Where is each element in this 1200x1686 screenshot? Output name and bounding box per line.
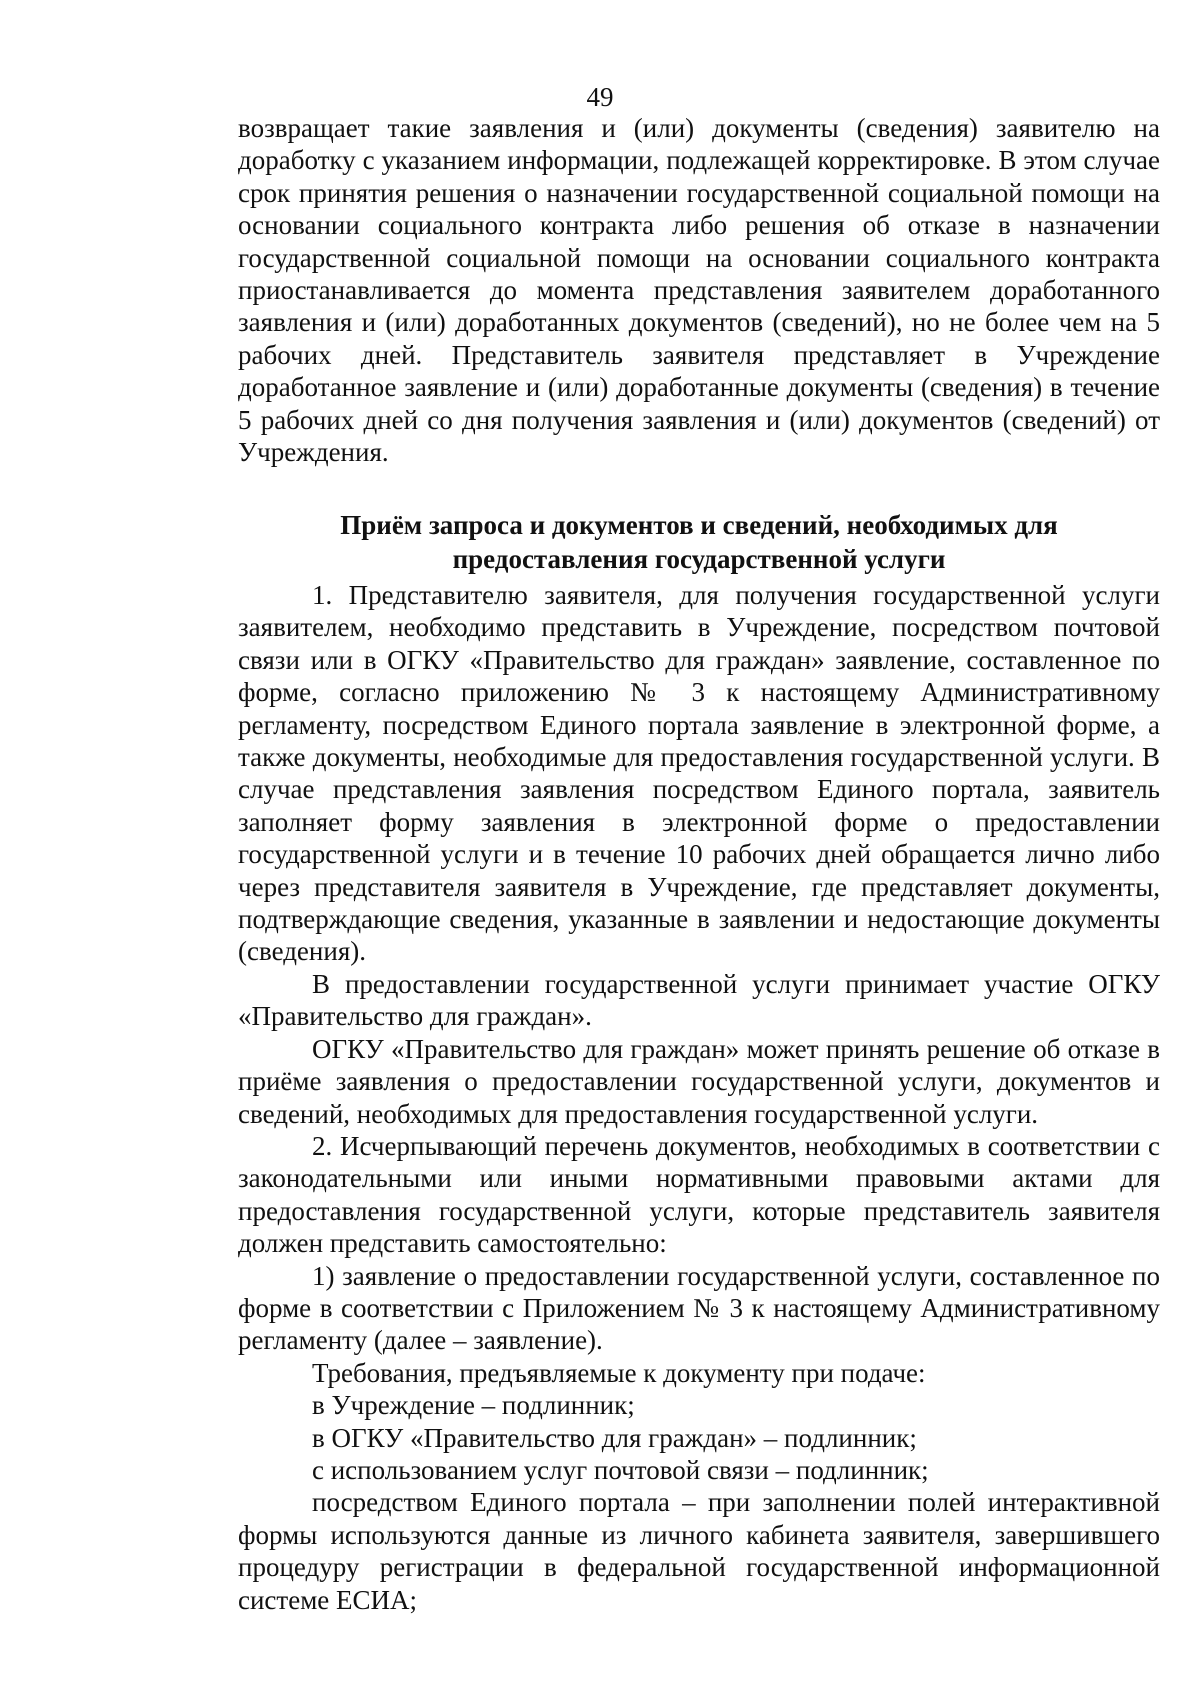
intro-text-block xyxy=(238,112,1160,468)
paragraph-subitem-1-application: 1) заявление о предоставлении государственной услуги, составленное по форме в соответствии с Приложением № 3 к настоящему Административному регламенту (далее – заявление). xyxy=(238,1260,1160,1356)
paragraph-item-2-documents-list: 2. Исчерпывающий перечень документов, необходимых в соответствии с законодательными или иными нормативными правовыми актами для предоставления государственной услуги, которые представитель заявителя должен представить самостоятельно: xyxy=(238,1130,1160,1259)
paragraph-requirement-portal: посредством Единого портала – при заполнении полей интерактивной формы используются данные из личного кабинета заявителя, завершившего процедуру регистрации в федеральной государственной информационной системе ЕСИА; xyxy=(238,1487,1160,1615)
paragraph-requirement-ogku: в ОГКУ «Правительство для граждан» – подлинник; xyxy=(312,1422,917,1453)
intro-paragraph: возвращает такие заявления и (или) документы (сведения) заявителю на доработку с указанием информации, подлежащей корректировке. В этом случае срок принятия решения о назначении государственной социальной помощи на основании социального контракта либо решения об отказе в назначении государственной социальной помощи на основании социального контракта приостанавливается до момента представления заявителем доработанного заявления и (или) доработанных документов (сведений), но не более чем на 5 рабочих дней. Представитель заявителя представляет в Учреждение доработанное заявление и (или) доработанные документы (сведения) в течение 5 рабочих дней со дня получения заявления и (или) документов (сведений) от Учреждения. xyxy=(238,113,1160,468)
section-heading-line-1: Приём запроса и документов и сведений, необходимых для xyxy=(340,510,1058,540)
section-heading xyxy=(238,508,1160,576)
section-body xyxy=(238,579,1160,1616)
section-heading-line-2: предоставления государственной услуги xyxy=(452,544,946,574)
paragraph-refusal: ОГКУ «Правительство для граждан» может принять решение об отказе в приёме заявления о предоставлении государственной услуги, документов и сведений, необходимых для предоставления государственной услуги. xyxy=(238,1033,1160,1129)
paragraph-requirements: Требования, предъявляемые к документу при подаче: xyxy=(312,1357,926,1388)
paragraph-item-1-submission: 1. Представителю заявителя, для получения государственной услуги заявителем, необходимо представить в Учреждение, посредством почтовой связи или в ОГКУ «Правительство для граждан» заявление, составленное по форме, согласно приложению № 3 к настоящему Административному регламенту, посредством Единого портала заявление в электронной форме, а также документы, необходимые для предоставления государственной услуги. В случае представления заявления посредством Единого портала, заявитель заполняет форму заявления в электронной форме о предоставлении государственной услуги и в течение 10 рабочих дней обращается лично либо через представителя заявителя в Учреждение, где представляет документы, подтверждающие сведения, указанные в заявлении и недостающие документы (сведения). xyxy=(238,580,1160,967)
paragraph-requirement-institution: в Учреждение – подлинник; xyxy=(312,1390,635,1421)
page-number: 49 xyxy=(586,82,614,112)
paragraph-participation: В предоставлении государственной услуги принимает участие ОГКУ «Правительство для граждан». xyxy=(238,968,1160,1032)
paragraph-requirement-post: с использованием услуг почтовой связи – подлинник; xyxy=(312,1454,929,1485)
